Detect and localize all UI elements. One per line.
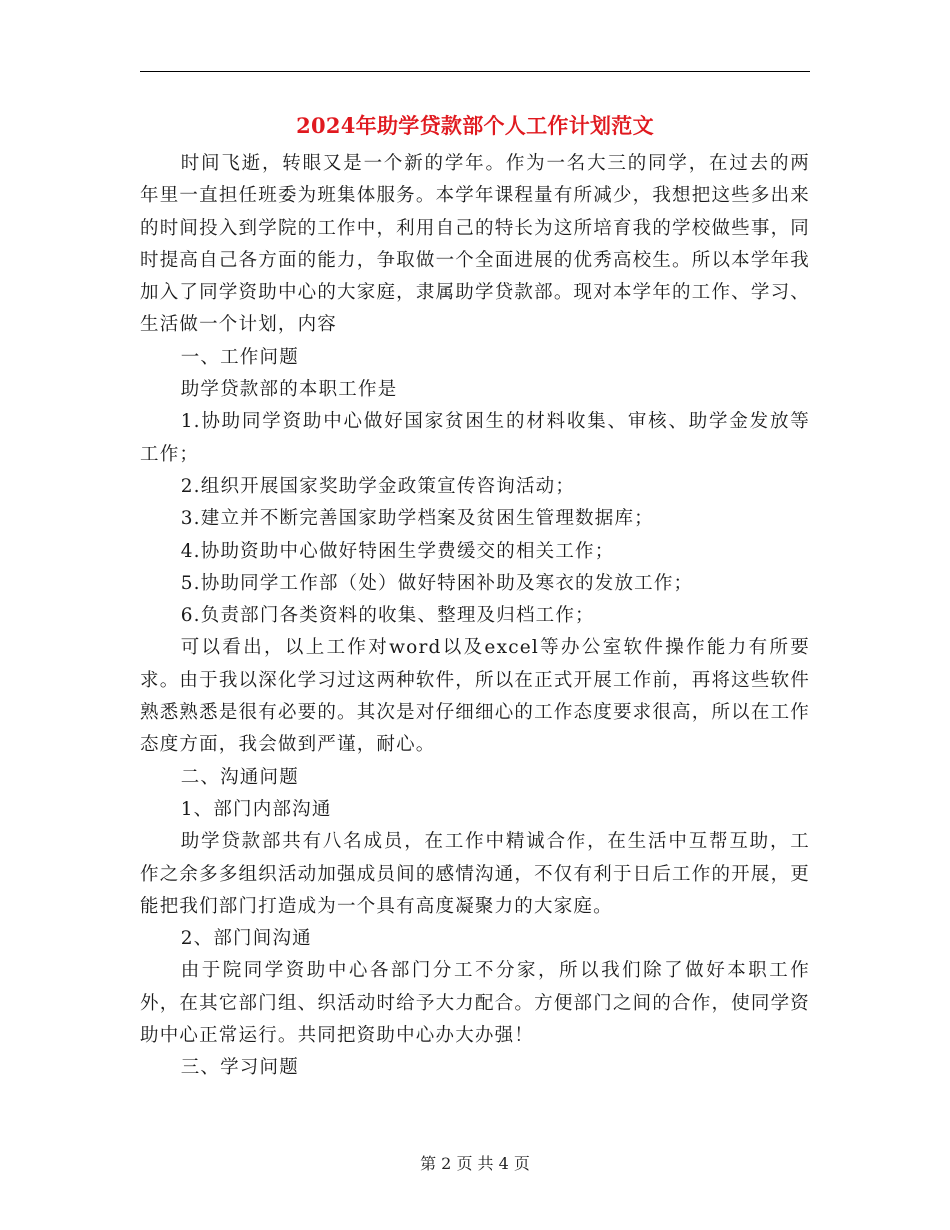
list-item-duty-6: 6.负责部门各类资料的收集、整理及归档工作；	[180, 605, 595, 627]
list-item-duty-1: 1.协助同学资助中心做好国家贫困生的材料收集、审核、助学金发放等工作；	[140, 411, 810, 465]
document-title: 2024年助学贷款部个人工作计划范文	[296, 113, 654, 138]
paragraph-interdepartment-communication: 由于院同学资助中心各部门分工不分家，所以我们除了做好本职工作外，在其它部门组、织活动时给予大力配合。方便部门之间的合作，使同学资助中心正常运行。共同把资助中心办大办强！	[140, 960, 810, 1047]
document-body	[140, 148, 810, 1085]
paragraph-internal-communication: 助学贷款部共有八名成员，在工作中精诚合作，在生活中互帮互助，工作之余多多组织活动加强成员间的感情沟通，不仅有利于日后工作的开展，更能把我们部门打造成为一个具有高度凝聚力的大家庭。	[140, 831, 810, 917]
paragraph-software-skills: 可以看出，以上工作对word以及excel等办公室软件操作能力有所要求。由于我以深化学习过这两种软件，所以在正式开展工作前，再将这些软件熟悉熟悉是很有必要的。其次是对仔细细心的工作态度要求很高，所以在工作态度方面，我会做到严谨，耐心。	[140, 637, 810, 756]
heading-study-issues: 三、学习问题	[180, 1057, 299, 1079]
list-item-duty-5: 5.协助同学工作部（处）做好特困补助及寒衣的发放工作；	[180, 572, 694, 594]
paragraph-intro: 时间飞逝，转眼又是一个新的学年。作为一名大三的同学，在过去的两年里一直担任班委为班集体服务。本学年课程量有所减少，我想把这些多出来的时间投入到学院的工作中，利用自己的特长为这所培育我的学校做些事，同时提高自己各方面的能力，争取做一个全面进展的优秀高校生。所以本学年我加入了同学资助中心的大家庭，隶属助学贷款部。现对本学年的工作、学习、生活做一个计划，内容	[140, 153, 810, 336]
header-rule	[140, 71, 810, 72]
list-item-duty-2: 2.组织开展国家奖助学金政策宣传咨询活动；	[180, 475, 576, 497]
subheading-internal-communication: 1、部门内部沟通	[180, 798, 332, 820]
list-item-duty-3: 3.建立并不断完善国家助学档案及贫困生管理数据库；	[180, 508, 654, 530]
page-footer	[140, 1150, 810, 1178]
list-item-duty-4: 4.协助资助中心做好特困生学费缓交的相关工作；	[180, 540, 615, 562]
page-number-label: 第 2 页 共 4 页	[420, 1154, 530, 1173]
subheading-interdepartment-communication: 2、部门间沟通	[180, 928, 312, 950]
heading-work-issues: 一、工作问题	[180, 346, 299, 368]
paragraph-duties-lead: 助学贷款部的本职工作是	[180, 379, 398, 401]
heading-communication-issues: 二、沟通问题	[180, 766, 299, 788]
